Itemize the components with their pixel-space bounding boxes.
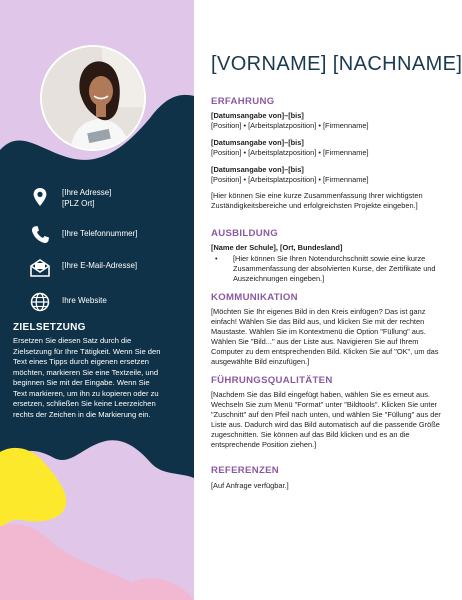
experience-summary: [Hier können Sie eine kurze Zusammenfassung Ihrer wichtigsten Zuständigkeitsbereiche und erfolgreichsten Projekte eingeben.] (211, 191, 423, 210)
phone-text: [Ihre Telefonnummer] (62, 229, 138, 238)
experience-entry: [Datumsangabe von]–[bis] [Position] • [Arbeitsplatzposition] • [Firmenname] (211, 165, 369, 184)
profile-photo[interactable] (40, 45, 146, 151)
references-title: REFERENZEN (211, 465, 280, 476)
education-bullet: • [Hier können Sie Ihren Notendurchschnitt sowie eine kurze Zusammenfassung der absolvierten Kurse, der Zertifikate und Auszeichnungen eingeben.] (211, 254, 443, 284)
experience-title: ERFAHRUNG (211, 96, 275, 107)
references-text: [Auf Anfrage verfügbar.] (211, 481, 289, 490)
contact-website (28, 290, 188, 314)
education-school: [Name der Schule], [Ort, Bundesland] (211, 243, 343, 252)
experience-entry: [Datumsangabe von]–[bis] [Position] • [Arbeitsplatzposition] • [Firmenname] (211, 138, 369, 157)
sidebar (0, 0, 194, 600)
email-text: [Ihre E-Mail-Adresse] (62, 261, 138, 270)
address-line2: [PLZ Ort] (62, 199, 95, 208)
experience-entry: [Datumsangabe von]–[bis] [Position] • [Arbeitsplatzposition] • [Firmenname] (211, 111, 369, 130)
phone-icon (28, 223, 52, 247)
communication-text: [Möchten Sie Ihr eigenes Bild in den Kreis einfügen? Das ist ganz einfach! Wählen Sie das Bild aus, und klicken Sie mit der rechten Maustaste. Wählen Sie im Kontextmenü die Option "Füllung" aus. Wählen Sie "Bild..." aus der Liste aus. Navigieren Sie auf Ihrem Computer zu dem entsprechenden Bild. Klicken Sie auf "OK", um das ausgewählte Bild einzufügen.] (211, 307, 439, 366)
page-title: [VORNAME] [NACHNAME] (211, 53, 462, 75)
contact-address (28, 185, 188, 209)
leadership-title: FÜHRUNGSQUALITÄTEN (211, 375, 333, 386)
contact-email (28, 256, 188, 280)
objective-title: ZIELSETZUNG (13, 322, 86, 333)
website-text: Ihre Website (62, 296, 107, 305)
bullet-icon: • (215, 254, 218, 263)
communication-title: KOMMUNIKATION (211, 292, 298, 303)
contact-phone (28, 223, 188, 247)
address-line1: [Ihre Adresse] (62, 188, 112, 197)
email-icon (28, 256, 52, 280)
leadership-text: [Nachdem Sie das Bild eingefügt haben, wählen Sie es erneut aus. Wechseln Sie zum Menü "Format" unter "Bildtools". Klicken Sie unter "Zuschnitt" auf den Pfeil nach unten, und wählen Sie "Füllung" aus der Liste aus. Dadurch wird das Bild automatisch auf die passende Größe zugeschnitten. Sie können auf das Bild klicken und es an die entsprechende Position ziehen.] (211, 390, 441, 449)
globe-icon (28, 290, 52, 314)
education-title: AUSBILDUNG (211, 228, 278, 239)
objective-text: Ersetzen Sie diesen Satz durch die Zielsetzung für Ihre Tätigkeit. Wenn Sie den Text eines Tipps durch eigenen ersetzen möchten, markieren Sie eine Textzeile, und beginnen Sie mit der Eingabe. Wenn Sie Text markieren, um ihn zu kopieren oder zu ersetzen, schließen Sie keine Leerzeichen rechts der Zeichen in die Markierung ein. (13, 336, 161, 419)
location-pin-icon (28, 185, 52, 209)
